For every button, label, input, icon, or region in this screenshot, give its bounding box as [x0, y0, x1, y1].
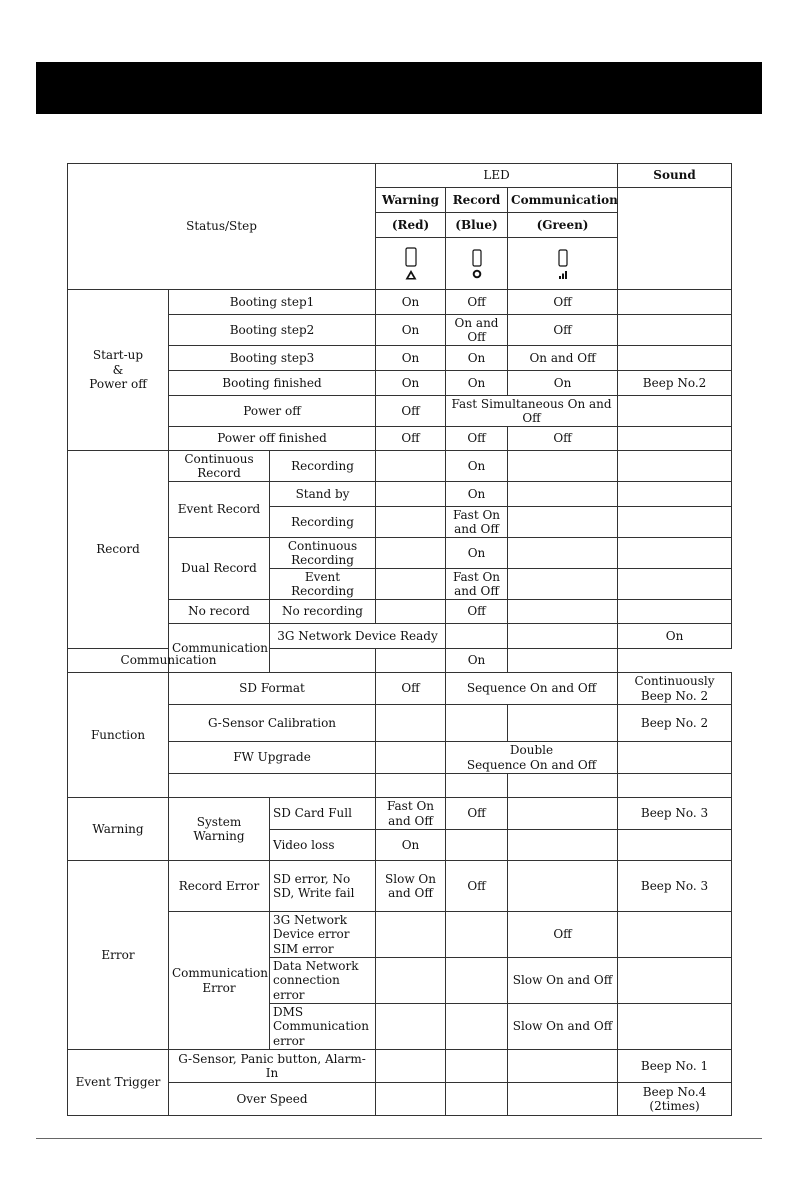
dual-record-label: Dual Record — [169, 538, 270, 600]
record-header: Record — [446, 188, 508, 213]
communication-led-value: On — [618, 624, 732, 649]
step-label: Recording — [270, 507, 376, 538]
step-label: G-Sensor, Panic button, Alarm-In — [169, 1050, 376, 1083]
record-led-value: On — [446, 538, 508, 569]
sound-value — [618, 315, 732, 346]
communication-error-label: Communication Error — [169, 912, 270, 1050]
step-label: Data Network connection error — [270, 958, 376, 1004]
warning-led-value: Slow On and Off — [376, 861, 446, 912]
warning-led-value: On — [376, 315, 446, 346]
signal-bars-icon — [558, 269, 568, 279]
sound-value: Beep No. 2 — [618, 705, 732, 742]
step-label: DMS Communication error — [270, 1004, 376, 1050]
continuous-record-label: Continuous Record — [169, 451, 270, 482]
system-warning-label: System Warning — [169, 798, 270, 861]
blue-label: (Blue) — [446, 213, 508, 238]
step-label: Video loss — [270, 830, 376, 861]
step-label: 3G Network Device error SIM error — [270, 912, 376, 958]
step-label: SD error, No SD, Write fail — [270, 861, 376, 912]
record-dot-icon — [472, 269, 482, 279]
sound-value — [618, 346, 732, 371]
record-led-value: On and Off — [446, 315, 508, 346]
step-label: SD Card Full — [270, 798, 376, 830]
warning-led-value: On — [376, 346, 446, 371]
warning-led-value: Off — [376, 396, 446, 427]
group-record: Record — [68, 451, 169, 649]
warning-led-value: Off — [376, 673, 446, 705]
communication-led-value: Slow On and Off — [508, 958, 618, 1004]
record-led-value: Off — [446, 290, 508, 315]
sound-value — [618, 396, 732, 427]
sound-value — [618, 290, 732, 315]
group-communication: Communication — [169, 624, 270, 673]
status-step-header: Status/Step — [68, 164, 376, 290]
communication-led-value: Off — [508, 315, 618, 346]
step-label: Communication — [68, 649, 270, 673]
record-led-value: Fast On and Off — [446, 569, 508, 600]
record-led-value: Off — [446, 798, 508, 830]
group-function: Function — [68, 673, 169, 798]
communication-led-icon-cell — [508, 238, 618, 290]
record-communication-led-value: Sequence On and Off — [446, 673, 618, 705]
sound-header-blank — [618, 188, 732, 290]
communication-led-value: On — [508, 371, 618, 396]
sound-header: Sound — [618, 164, 732, 188]
record-led-value: Off — [446, 427, 508, 451]
section-title-bar — [36, 62, 762, 114]
table-row — [68, 861, 732, 912]
record-led-value: Fast On and Off — [446, 507, 508, 538]
sound-value — [618, 427, 732, 451]
communication-led-value: Off — [508, 912, 618, 958]
warning-led-value: On — [376, 290, 446, 315]
record-led-value: Off — [446, 861, 508, 912]
led-rect-icon — [558, 249, 568, 267]
communication-led-value: On — [446, 649, 508, 673]
group-warning: Warning — [68, 798, 169, 861]
record-led-value: On — [446, 451, 508, 482]
table-row — [68, 649, 732, 673]
communication-header: Communication — [508, 188, 618, 213]
step-label: Event Recording — [270, 569, 376, 600]
table-row — [68, 290, 732, 315]
step-label: 3G Network Device Ready — [270, 624, 446, 649]
step-label: Booting finished — [169, 371, 376, 396]
table-row — [68, 451, 732, 482]
communication-led-value: Slow On and Off — [508, 1004, 618, 1050]
sound-value: Beep No.4 (2times) — [618, 1083, 732, 1116]
warning-led-value: Fast On and Off — [376, 798, 446, 830]
record-led-value: On — [446, 346, 508, 371]
no-record-label: No record — [169, 600, 270, 624]
communication-led-value: Off — [508, 427, 618, 451]
step-label: Booting step3 — [169, 346, 376, 371]
table-row — [68, 673, 732, 705]
footer-divider — [36, 1138, 762, 1139]
step-label: Stand by — [270, 482, 376, 507]
step-label: SD Format — [169, 673, 376, 705]
communication-led-value: On and Off — [508, 346, 618, 371]
step-label: Booting step1 — [169, 290, 376, 315]
step-label: Power off — [169, 396, 376, 427]
event-record-label: Event Record — [169, 482, 270, 538]
warning-header: Warning — [376, 188, 446, 213]
step-label: Booting step2 — [169, 315, 376, 346]
led-header: LED — [376, 164, 618, 188]
led-rect-icon — [472, 249, 482, 267]
sound-value: Continuously Beep No. 2 — [618, 673, 732, 705]
step-label: G-Sensor Calibration — [169, 705, 376, 742]
step-label: No recording — [270, 600, 376, 624]
step-label: Over Speed — [169, 1083, 376, 1116]
record-error-label: Record Error — [169, 861, 270, 912]
red-label: (Red) — [376, 213, 446, 238]
step-label: FW Upgrade — [169, 742, 376, 774]
sound-value: Beep No. 1 — [618, 1050, 732, 1083]
sound-value: Beep No. 3 — [618, 861, 732, 912]
sound-value: Beep No.2 — [618, 371, 732, 396]
warning-triangle-icon — [405, 269, 417, 280]
record-led-icon-cell — [446, 238, 508, 290]
step-label: Power off finished — [169, 427, 376, 451]
record-communication-led-value: Double Sequence On and Off — [446, 742, 618, 774]
step-label: Continuous Recording — [270, 538, 376, 569]
led-rect-icon — [405, 247, 417, 267]
led-status-table — [67, 163, 732, 1116]
led-status-table-wrapper — [67, 163, 731, 1116]
table-row — [68, 1050, 732, 1083]
communication-led-value: Off — [508, 290, 618, 315]
warning-led-icon-cell — [376, 238, 446, 290]
record-communication-led-value: Fast Simultaneous On and Off — [446, 396, 618, 427]
record-led-value: On — [446, 482, 508, 507]
group-event-trigger: Event Trigger — [68, 1050, 169, 1116]
group-startup: Start-up & Power off — [68, 290, 169, 451]
warning-led-value: On — [376, 371, 446, 396]
warning-led-value: Off — [376, 427, 446, 451]
record-led-value: On — [446, 371, 508, 396]
step-label: Recording — [270, 451, 376, 482]
table-row — [68, 798, 732, 830]
record-led-value: Off — [446, 600, 508, 624]
sound-value: Beep No. 3 — [618, 798, 732, 830]
group-error: Error — [68, 861, 169, 1050]
warning-led-value: On — [376, 830, 446, 861]
green-label: (Green) — [508, 213, 618, 238]
